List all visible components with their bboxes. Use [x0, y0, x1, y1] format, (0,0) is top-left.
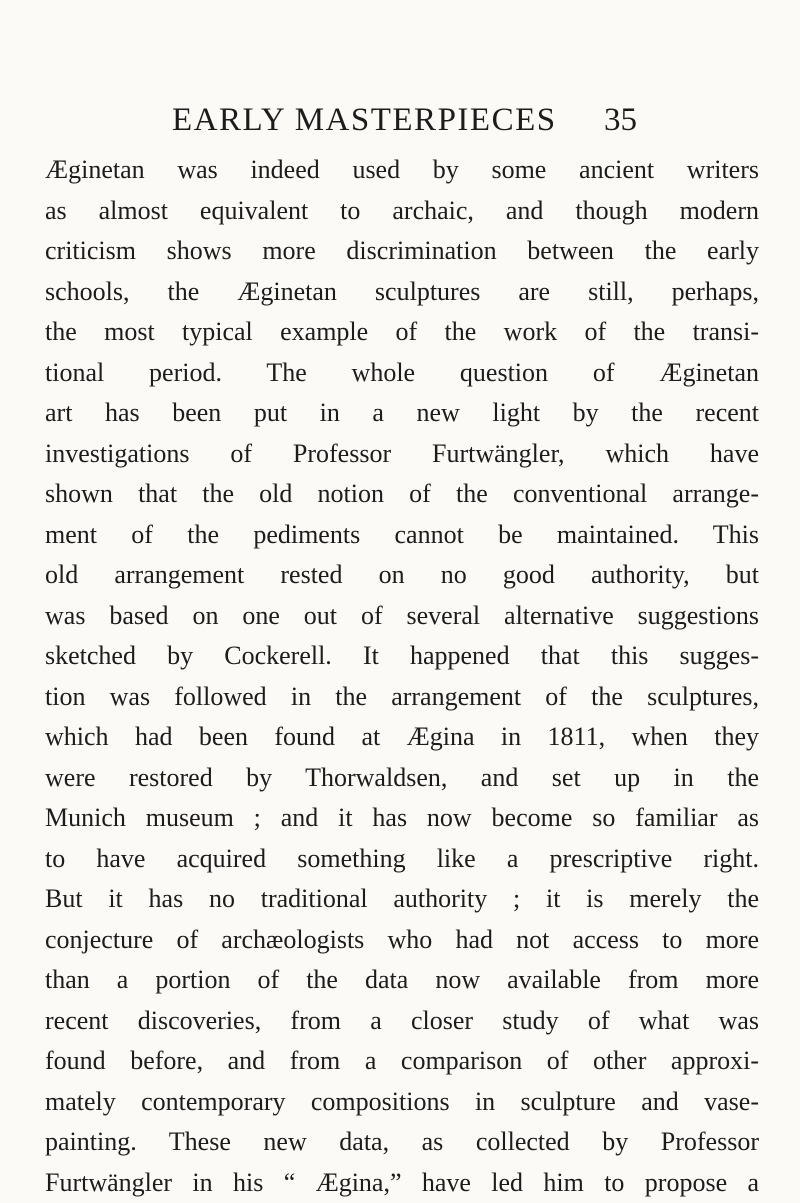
running-head	[0, 100, 800, 140]
text-line: which had been found at Ægina in 1811, when they	[45, 717, 759, 758]
text-line: schools, the Æginetan sculptures are still, perhaps,	[45, 272, 759, 313]
text-line: recent discoveries, from a closer study of what was	[45, 1001, 759, 1042]
text-line: mately contemporary compositions in sculpture and vase-	[45, 1082, 759, 1123]
body-text	[45, 150, 759, 1203]
text-line: But it has no traditional authority ; it is merely the	[45, 879, 759, 920]
text-line: tional period. The whole question of Æginetan	[45, 353, 759, 394]
text-line: sketched by Cockerell. It happened that this sugges-	[45, 636, 759, 677]
text-line: ment of the pediments cannot be maintained. This	[45, 515, 759, 556]
text-line: were restored by Thorwaldsen, and set up in the	[45, 758, 759, 799]
text-line: Munich museum ; and it has now become so familiar as	[45, 798, 759, 839]
text-line: as almost equivalent to archaic, and though modern	[45, 191, 759, 232]
text-line: Æginetan was indeed used by some ancient writers	[45, 150, 759, 191]
text-line: to have acquired something like a prescriptive right.	[45, 839, 759, 880]
text-line: the most typical example of the work of the transi-	[45, 312, 759, 353]
text-line: investigations of Professor Furtwängler, which have	[45, 434, 759, 475]
text-line: criticism shows more discrimination between the early	[45, 231, 759, 272]
text-line: found before, and from a comparison of other approxi-	[45, 1041, 759, 1082]
text-line: than a portion of the data now available from more	[45, 960, 759, 1001]
text-line: art has been put in a new light by the recent	[45, 393, 759, 434]
text-line: tion was followed in the arrangement of the sculptures,	[45, 677, 759, 718]
page-number: 35	[604, 100, 637, 140]
text-line: conjecture of archæologists who had not access to more	[45, 920, 759, 961]
text-line: old arrangement rested on no good authority, but	[45, 555, 759, 596]
text-line: painting. These new data, as collected by Professor	[45, 1122, 759, 1163]
text-line: was based on one out of several alternative suggestions	[45, 596, 759, 637]
text-line: Furtwängler in his “ Ægina,” have led him to propose a	[45, 1163, 759, 1203]
running-title: EARLY MASTERPIECES	[172, 100, 557, 140]
text-line: shown that the old notion of the conventional arrange-	[45, 474, 759, 515]
